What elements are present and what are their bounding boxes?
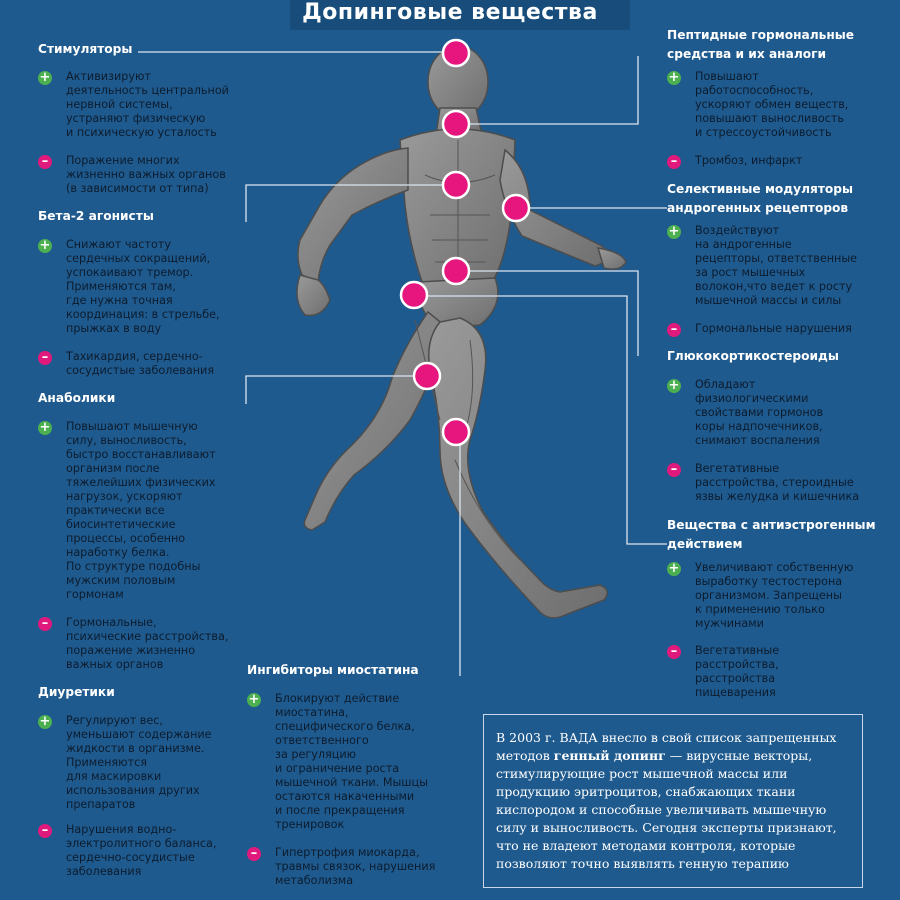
minus-icon: –: [667, 323, 681, 337]
plus-icon: +: [39, 70, 51, 85]
note-text-part1: В 2003 г. ВАДА внесло в свой список запрещенных методов: [496, 730, 837, 763]
heading-myostatin: Ингибиторы миостатина: [247, 663, 419, 677]
marker-abdomen: [443, 258, 469, 284]
minus-icon: –: [38, 155, 52, 169]
heading-peptide: Пептидные гормональные средства и их аналоги: [667, 28, 855, 61]
heading-beta2: Бета-2 агонисты: [38, 209, 154, 223]
marker-arm: [503, 195, 529, 221]
plus-icon: +: [39, 420, 51, 435]
plus-icon: +: [668, 224, 680, 239]
infographic: Допинговые вещества Стимуляторы + Активизируют деятельность центральной нервной системы, устраняют физическую и психическую усталость – Поражение многих жизненно важных органов (в зависимости от типа) Бета-2 агонисты + Снижают частоту сердечных сокращений, успокаивают тремор. Применяются там, где нужна точная координация: в стрельбе, прыжках в воду – Тахикардия, сердечно- сосудистые заболевания Анаболики + Повышают мышечную силу, выносливость, быстро восстанавливают организм после тяжелейших физических нагрузок, ускоряют практически все биосинтетические процессы, особенно наработку белка. По структуре подобны мужским половым гормонам – Гормональные, психические расстройства, поражение жизненно важных органов Диуретики + Регулируют вес, уменьшают содержание жидкости в организме. Применяются для маскировки использования других препаратов – Нарушения водно- электролитного баланса, сердечно-сосудистые заболевания Ингибиторы миостатина + Блокируют действие миостатина, специфического белка, ответственного за регуляцию и ограничение роста мышечной ткани. Мышцы остаются накаченными и после прекращения тренировок – Гипертрофия миокарда, травмы связок, нарушения метаболизма Пептидные гормональные средства и их аналоги + Повышают работоспособность, ускоряют обмен веществ, повышают выносливость и стрессоустойчивость – Тромбоз, инфаркт Селективные модуляторы андрогенных рецепторов + Воздействуют на андрогенные рецепторы, ответственные за рост мышечных волокон,что ведет к росту мышечной массы и силы – Гормональные нарушения Глюкокортикостероиды + Обладают физиологическими свойствами гормонов коры надпочечников, снимают воспаления – Вегетативные расстройства, стероидные язвы желудка и кишечника Вещества с антиэстрогенным действием + Увеличивают собственную выработку тестостерона организмом. Запрещены к применению только мужчинами – Вегетативные расстройства, расстройства пищеварения В 2003 г. ВАДА внесло в свой список запрещенных методов генный допинг — вирусные векторы, стимулирующие рост мышечной массы или продукцию эритроцитов, снабжающих ткани кислородом и способные увеличивать мышечную силу и выносливость. Сегодня эксперты признают, что не владеют методами контроля, которые позволяют точно выявлять генную терапию: [0, 0, 900, 900]
heading-anabolics: Анаболики: [38, 391, 116, 405]
plus-icon: +: [668, 70, 680, 85]
marker-head: [443, 40, 469, 66]
note-text-part2: — вирусные векторы, стимулирующие рост мышечной массы или продукцию эритроцитов, снабжающих ткани кислородом и способные увеличивать мышечную силу и выносливость. Сегодня эксперты признают, что не владеют методами контроля, которые позволяют точно выявлять генную терапию: [496, 748, 837, 871]
plus-icon: +: [248, 692, 260, 707]
plus-icon: +: [668, 561, 680, 576]
leader-peptide: [470, 56, 638, 124]
plus-icon: +: [39, 714, 51, 729]
minus-icon: –: [38, 824, 52, 838]
figure-hand-right: [598, 248, 626, 269]
figure-arm-left: [298, 148, 408, 282]
plus-icon: +: [668, 378, 680, 393]
heading-gluco: Глюкокортикостероиды: [667, 349, 839, 363]
heading-diuretics: Диуретики: [38, 685, 115, 699]
figure-leg-back: [304, 312, 450, 530]
minus-icon: –: [38, 617, 52, 631]
figure-hand-left: [297, 275, 330, 315]
note-text-bold: генный допинг: [553, 748, 666, 763]
marker-hip: [401, 282, 427, 308]
gene-doping-note: [483, 714, 863, 888]
page-title: Допинговые вещества: [302, 0, 598, 25]
heading-sarm: Селективные модуляторы андрогенных рецепторов: [667, 182, 853, 215]
minus-icon: –: [667, 645, 681, 659]
marker-chest: [443, 172, 469, 198]
marker-neck: [443, 111, 469, 137]
plus-icon: +: [39, 238, 51, 253]
figure-leg-front: [429, 318, 607, 618]
marker-knee: [443, 419, 469, 445]
minus-icon: –: [247, 847, 261, 861]
minus-icon: –: [667, 463, 681, 477]
note-text: [496, 729, 856, 873]
heading-antiestrogen: Вещества с антиэстрогенным действием: [667, 518, 876, 551]
minus-icon: –: [38, 351, 52, 365]
marker-thigh: [414, 363, 440, 389]
minus-icon: –: [667, 155, 681, 169]
heading-stimulants: Стимуляторы: [38, 42, 133, 56]
